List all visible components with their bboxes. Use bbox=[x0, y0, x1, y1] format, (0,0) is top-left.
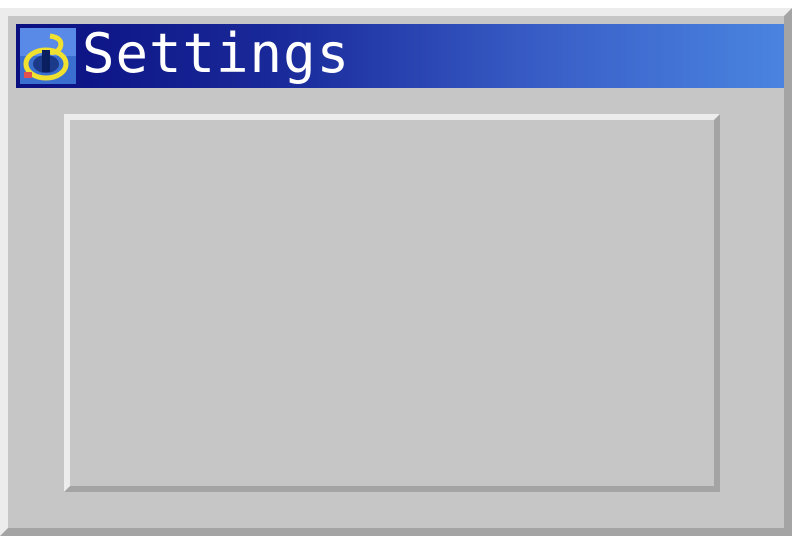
settings-app-icon bbox=[20, 28, 76, 84]
content-panel bbox=[64, 114, 720, 492]
window-title: Settings bbox=[82, 22, 351, 85]
settings-window bbox=[0, 8, 792, 536]
title-bar[interactable] bbox=[16, 24, 784, 88]
